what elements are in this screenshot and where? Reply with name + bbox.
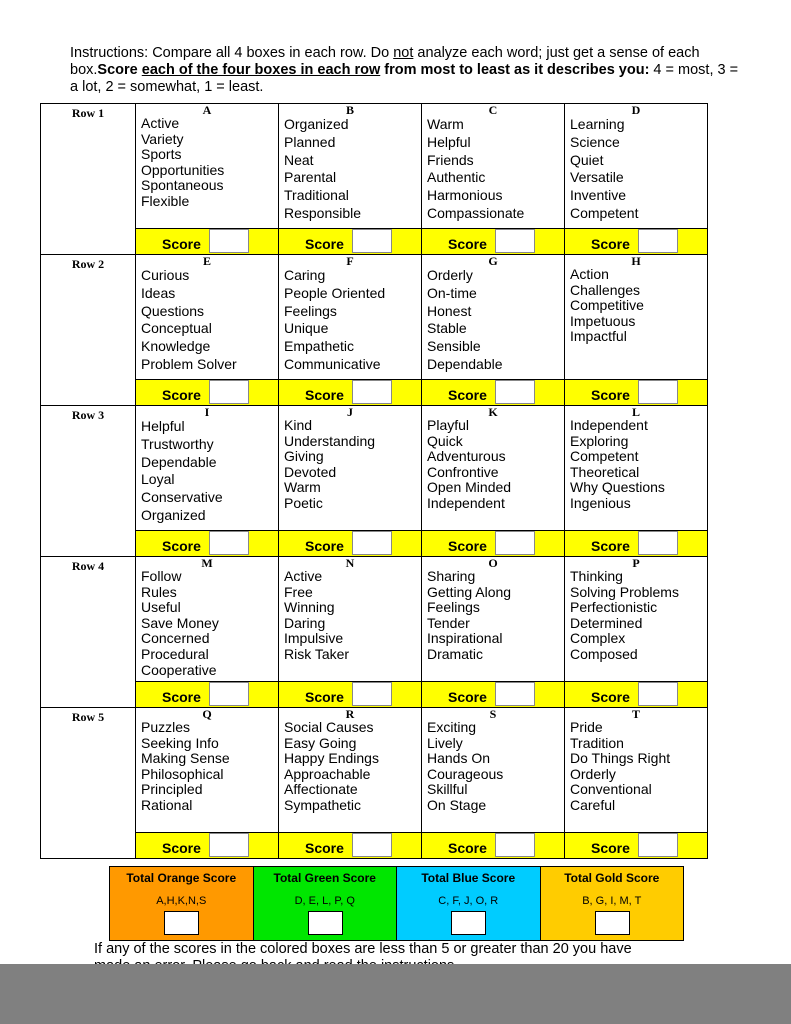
score-cell-h <box>565 380 708 406</box>
box-b <box>279 104 422 229</box>
score-input-k[interactable] <box>495 531 535 555</box>
total-title: Total Gold Score <box>564 871 660 885</box>
word-item: Helpful <box>141 418 185 434</box>
score-cell-r <box>279 833 422 859</box>
word-item: Problem Solver <box>141 355 237 372</box>
score-cell-p <box>565 682 708 708</box>
word-item: Devoted <box>284 463 337 480</box>
score-label: Score <box>448 387 487 403</box>
word-item: Versatile <box>570 169 624 186</box>
box-letter: B <box>345 103 354 117</box>
word-item: Feelings <box>427 599 480 616</box>
instructions-score-rest: from most to least as it describes you: <box>380 62 650 78</box>
score-label: Score <box>162 236 201 252</box>
word-item: Independent <box>570 417 648 433</box>
box-words <box>279 569 421 663</box>
score-label: Score <box>591 387 630 403</box>
total-orange <box>110 867 254 940</box>
word-item: Quiet <box>570 151 604 168</box>
score-input-g[interactable] <box>495 380 535 404</box>
row-label: Row 1 <box>41 104 136 255</box>
score-input-p[interactable] <box>638 682 678 706</box>
word-item: Unique <box>284 320 329 337</box>
box-words <box>279 267 421 374</box>
word-item: Pride <box>570 719 603 735</box>
box-words <box>136 569 278 678</box>
score-input-d[interactable] <box>638 229 678 253</box>
word-item: Challenges <box>570 281 641 298</box>
word-item: Puzzles <box>141 719 191 735</box>
instructions-scale: 4 = most, 3 = a lot, 2 = somewhat, 1 = least. <box>70 62 739 95</box>
score-label: Score <box>162 840 201 856</box>
box-f <box>279 255 422 380</box>
word-item: Follow <box>141 568 182 584</box>
box-q <box>136 708 279 833</box>
word-item: Lively <box>427 734 463 751</box>
score-cell-o <box>422 682 565 708</box>
score-cell-d <box>565 229 708 255</box>
box-words <box>422 116 564 223</box>
box-letter: K <box>488 405 498 419</box>
box-k <box>422 406 565 531</box>
word-item: Questions <box>141 302 205 319</box>
word-item: Tender <box>427 614 470 631</box>
word-item: Action <box>570 266 609 282</box>
score-label: Score <box>162 538 201 554</box>
score-cell-l <box>565 531 708 557</box>
box-t <box>565 708 708 833</box>
total-title: Total Blue Score <box>421 871 516 885</box>
word-item: Thinking <box>570 568 623 584</box>
box-letter: Q <box>202 707 212 721</box>
word-item: Sensible <box>427 338 481 355</box>
instructions-score-underlined: each of the four boxes in each row <box>141 62 381 78</box>
box-m <box>136 557 279 682</box>
word-item: Spontaneous <box>141 177 224 194</box>
box-words <box>565 267 707 345</box>
word-item: Sharing <box>427 568 476 584</box>
word-item: Do Things Right <box>570 750 671 767</box>
viewer-bottom-bar <box>0 964 791 1024</box>
word-item: Authentic <box>427 169 486 186</box>
word-item: Curious <box>141 267 190 283</box>
box-words <box>422 418 564 512</box>
total-input[interactable] <box>308 911 343 935</box>
box-letter: P <box>632 556 640 570</box>
word-item: Feelings <box>284 302 337 319</box>
word-item: Honest <box>427 302 472 319</box>
word-item: Giving <box>284 448 324 465</box>
box-letter: I <box>204 405 210 419</box>
box-i <box>136 406 279 531</box>
word-item: Composed <box>570 645 638 662</box>
totals-panel <box>109 866 684 941</box>
box-n <box>279 557 422 682</box>
total-input[interactable] <box>595 911 630 935</box>
box-letter: F <box>346 254 354 268</box>
word-item: Useful <box>141 599 181 616</box>
word-item: Compassionate <box>427 204 525 221</box>
word-item: Helpful <box>427 133 471 150</box>
word-item: Competent <box>570 204 639 221</box>
box-o <box>422 557 565 682</box>
row-label: Row 5 <box>41 708 136 859</box>
word-item: Opportunities <box>141 161 225 178</box>
row-label: Row 3 <box>41 406 136 557</box>
score-label: Score <box>305 689 344 705</box>
word-item: Neat <box>284 151 314 168</box>
box-words <box>136 418 278 525</box>
word-item: On-time <box>427 284 477 301</box>
score-input-m[interactable] <box>209 682 249 706</box>
score-label: Score <box>162 689 201 705</box>
box-words <box>136 116 278 210</box>
word-item: Principled <box>141 781 203 798</box>
word-item: Inspirational <box>427 630 503 647</box>
word-item: Concerned <box>141 630 210 647</box>
score-cell-t <box>565 833 708 859</box>
word-item: Independent <box>427 494 505 511</box>
word-item: Affectionate <box>284 781 358 798</box>
word-item: Organized <box>284 116 349 132</box>
box-a <box>136 104 279 229</box>
score-input-l[interactable] <box>638 531 678 555</box>
word-item: Parental <box>284 169 337 186</box>
score-label: Score <box>162 387 201 403</box>
box-words <box>136 720 278 814</box>
total-gold <box>541 867 684 940</box>
box-h <box>565 255 708 380</box>
box-letter: L <box>631 405 640 419</box>
word-item: Knowledge <box>141 338 211 355</box>
total-input[interactable] <box>164 911 199 935</box>
word-item: Solving Problems <box>570 583 679 600</box>
instructions <box>70 45 750 96</box>
word-item: Making Sense <box>141 750 230 767</box>
box-c <box>422 104 565 229</box>
word-item: Orderly <box>427 267 473 283</box>
word-item: Perfectionistic <box>570 599 658 616</box>
score-cell-e <box>136 380 279 406</box>
total-green <box>254 867 398 940</box>
word-item: Cooperative <box>141 661 217 678</box>
box-letter: C <box>488 103 498 117</box>
word-item: Rational <box>141 796 193 813</box>
word-item: Impactful <box>570 328 627 345</box>
score-input-r[interactable] <box>352 833 392 857</box>
box-g <box>422 255 565 380</box>
word-item: Poetic <box>284 494 323 511</box>
score-cell-j <box>279 531 422 557</box>
word-item: Warm <box>284 479 321 496</box>
word-item: Getting Along <box>427 583 512 600</box>
word-item: Exploring <box>570 432 629 449</box>
word-item: Winning <box>284 599 335 616</box>
box-letter: A <box>202 103 212 117</box>
box-words <box>565 418 707 512</box>
score-cell-k <box>422 531 565 557</box>
score-cell-g <box>422 380 565 406</box>
score-input-i[interactable] <box>209 531 249 555</box>
score-input-o[interactable] <box>495 682 535 706</box>
word-item: Free <box>284 583 313 600</box>
word-item: Tradition <box>570 734 624 751</box>
score-input-n[interactable] <box>352 682 392 706</box>
box-s <box>422 708 565 833</box>
total-title: Total Orange Score <box>126 871 237 885</box>
score-input-a[interactable] <box>209 229 249 253</box>
word-item: Inventive <box>570 187 627 204</box>
score-cell-s <box>422 833 565 859</box>
box-l <box>565 406 708 531</box>
word-item: Warm <box>427 116 464 132</box>
word-item: Sympathetic <box>284 796 362 813</box>
word-item: Science <box>570 133 620 150</box>
row-label: Row 4 <box>41 557 136 708</box>
word-item: Open Minded <box>427 479 512 496</box>
box-words <box>422 720 564 814</box>
word-item: Variety <box>141 130 184 147</box>
word-item: Daring <box>284 614 326 631</box>
word-item: Adventurous <box>427 448 506 465</box>
box-letter: M <box>201 556 213 570</box>
word-item: Responsible <box>284 204 362 221</box>
total-title: Total Green Score <box>273 871 376 885</box>
score-cell-a <box>136 229 279 255</box>
scoring-table <box>40 103 708 859</box>
total-blue <box>397 867 541 940</box>
word-item: Active <box>284 568 323 584</box>
word-item: Careful <box>570 796 616 813</box>
score-input-t[interactable] <box>638 833 678 857</box>
score-input-s[interactable] <box>495 833 535 857</box>
word-item: Impetuous <box>570 312 636 329</box>
word-item: Easy Going <box>284 734 357 751</box>
score-cell-c <box>422 229 565 255</box>
score-label: Score <box>448 689 487 705</box>
score-input-e[interactable] <box>209 380 249 404</box>
word-item: Stable <box>427 320 467 337</box>
word-item: Learning <box>570 116 625 132</box>
box-d <box>565 104 708 229</box>
word-item: Rules <box>141 583 177 600</box>
word-item: Communicative <box>284 355 381 372</box>
word-item: On Stage <box>427 796 487 813</box>
box-letter: G <box>488 254 498 268</box>
score-input-j[interactable] <box>352 531 392 555</box>
word-item: Courageous <box>427 765 504 782</box>
box-letter: J <box>347 405 353 419</box>
instructions-text: Instructions: Compare all 4 boxes in each row. Do <box>70 45 394 61</box>
total-letters: D, E, L, P, Q <box>294 895 355 907</box>
word-item: Sports <box>141 146 182 163</box>
score-cell-i <box>136 531 279 557</box>
box-j <box>279 406 422 531</box>
score-cell-b <box>279 229 422 255</box>
word-item: Flexible <box>141 192 190 209</box>
box-letter: S <box>489 707 497 721</box>
box-words <box>136 267 278 374</box>
box-words <box>422 267 564 374</box>
total-letters: A,H,K,N,S <box>156 895 207 907</box>
box-r <box>279 708 422 833</box>
box-words <box>279 720 421 814</box>
score-input-q[interactable] <box>209 833 249 857</box>
box-words <box>565 720 707 814</box>
word-item: Approachable <box>284 765 371 782</box>
score-input-f[interactable] <box>352 380 392 404</box>
word-item: Social Causes <box>284 719 374 735</box>
score-label: Score <box>305 538 344 554</box>
score-cell-m <box>136 682 279 708</box>
word-item: Happy Endings <box>284 750 379 767</box>
box-e <box>136 255 279 380</box>
score-label: Score <box>448 840 487 856</box>
word-item: Caring <box>284 267 326 283</box>
total-letters: B, G, I, M, T <box>582 895 642 907</box>
box-letter: N <box>345 556 355 570</box>
box-letter: T <box>631 707 640 721</box>
word-item: Playful <box>427 417 470 433</box>
word-item: Ideas <box>141 284 176 301</box>
word-item: Dependable <box>427 355 503 372</box>
total-input[interactable] <box>451 911 486 935</box>
word-item: Empathetic <box>284 338 355 355</box>
box-letter: D <box>631 103 641 117</box>
box-letter: R <box>345 707 355 721</box>
word-item: Skillful <box>427 781 468 798</box>
score-input-h[interactable] <box>638 380 678 404</box>
total-letters: C, F, J, O, R <box>438 895 499 907</box>
box-letter: E <box>202 254 211 268</box>
word-item: Complex <box>570 630 626 647</box>
word-item: Loyal <box>141 471 175 488</box>
word-item: Orderly <box>570 765 616 782</box>
word-item: Philosophical <box>141 765 224 782</box>
score-cell-q <box>136 833 279 859</box>
word-item: Conservative <box>141 489 223 506</box>
score-input-c[interactable] <box>495 229 535 253</box>
word-item: Hands On <box>427 750 491 767</box>
word-item: Planned <box>284 133 336 150</box>
box-words <box>279 116 421 223</box>
box-letter: H <box>631 254 641 268</box>
word-item: Friends <box>427 151 474 168</box>
word-item: Harmonious <box>427 187 503 204</box>
box-words <box>279 418 421 512</box>
box-words <box>565 569 707 663</box>
box-letter: O <box>488 556 498 570</box>
word-item: Competent <box>570 448 639 465</box>
word-item: People Oriented <box>284 284 386 301</box>
word-item: Organized <box>141 506 206 523</box>
instructions-score: Score <box>97 62 142 78</box>
word-item: Dramatic <box>427 645 484 662</box>
score-label: Score <box>305 840 344 856</box>
score-label: Score <box>591 689 630 705</box>
word-item: Kind <box>284 417 313 433</box>
word-item: Exciting <box>427 719 477 735</box>
instructions-not: not <box>393 45 414 61</box>
word-item: Active <box>141 115 180 131</box>
word-item: Traditional <box>284 187 349 204</box>
word-item: Confrontive <box>427 463 499 480</box>
instructions-text-2: analyze each word; just get a sense of each box. <box>70 45 700 78</box>
score-label: Score <box>448 236 487 252</box>
word-item: Trustworthy <box>141 435 214 452</box>
score-label: Score <box>591 538 630 554</box>
word-item: Understanding <box>284 432 376 449</box>
word-item: Seeking Info <box>141 734 219 751</box>
box-words <box>565 116 707 223</box>
word-item: Why Questions <box>570 479 665 496</box>
word-item: Determined <box>570 614 643 631</box>
word-item: Procedural <box>141 645 209 662</box>
score-label: Score <box>305 236 344 252</box>
score-label: Score <box>448 538 487 554</box>
score-label: Score <box>305 387 344 403</box>
word-item: Conventional <box>570 781 652 798</box>
row-label: Row 2 <box>41 255 136 406</box>
box-words <box>422 569 564 663</box>
word-item: Risk Taker <box>284 645 350 662</box>
word-item: Competitive <box>570 297 644 314</box>
score-label: Score <box>591 236 630 252</box>
word-item: Theoretical <box>570 463 640 480</box>
box-p <box>565 557 708 682</box>
score-label: Score <box>591 840 630 856</box>
word-item: Dependable <box>141 453 217 470</box>
word-item: Quick <box>427 432 463 449</box>
footer-line-1: If any of the scores in the colored boxes are less than 5 or greater than 20 you have <box>94 941 632 957</box>
word-item: Impulsive <box>284 630 344 647</box>
word-item: Save Money <box>141 614 219 631</box>
score-input-b[interactable] <box>352 229 392 253</box>
word-item: Conceptual <box>141 320 212 337</box>
score-cell-f <box>279 380 422 406</box>
word-item: Ingenious <box>570 494 631 511</box>
score-cell-n <box>279 682 422 708</box>
